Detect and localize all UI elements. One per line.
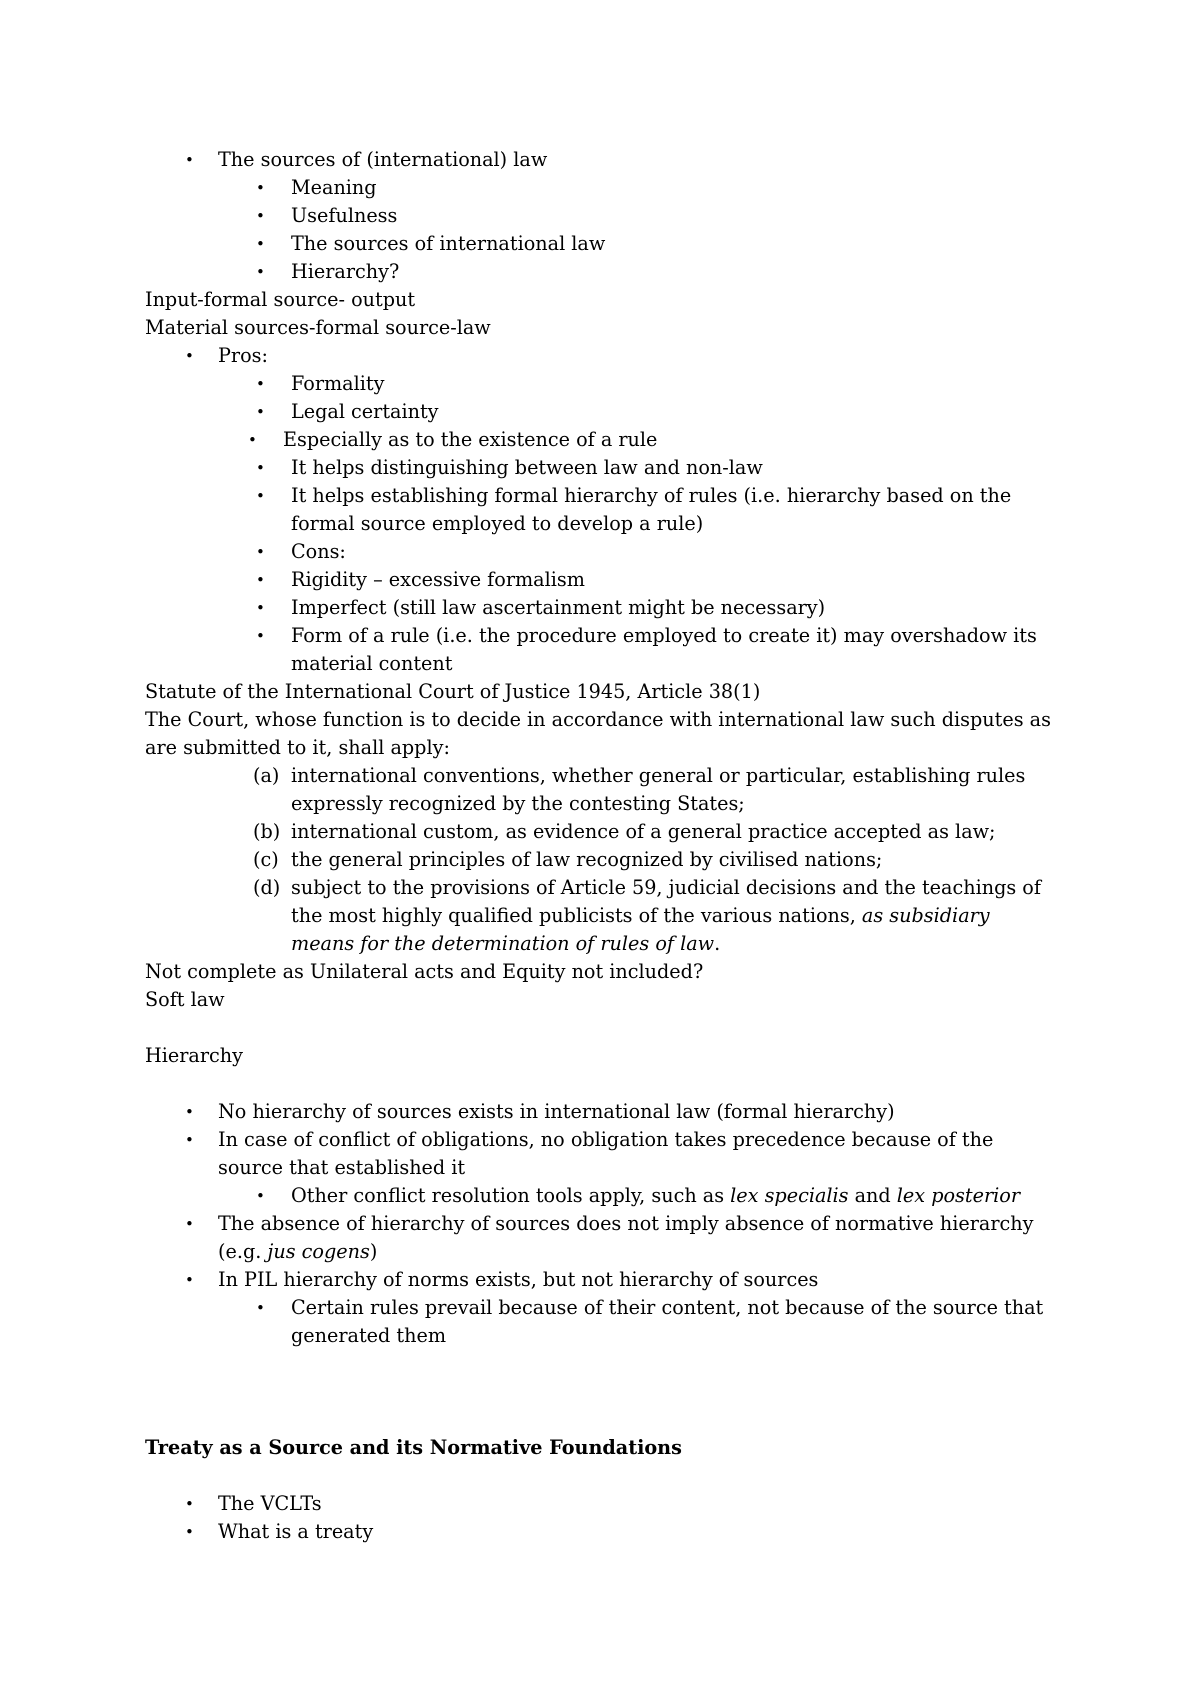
bullet: • [256, 263, 265, 281]
text-run: (e.g. [218, 1240, 268, 1263]
italic-run: jus cogens [267, 1240, 370, 1263]
paragraph: are submitted to it, shall apply: [145, 736, 450, 759]
list-item [291, 1182, 1020, 1210]
enum-item-continuation [291, 902, 990, 930]
bullet: • [256, 207, 265, 225]
list-item: Pros: [218, 344, 268, 367]
list-item: Formality [291, 372, 385, 395]
enum-label: (a) [253, 764, 280, 787]
bullet: • [256, 179, 265, 197]
enum-label: (d) [253, 876, 281, 899]
bullet: • [185, 1103, 194, 1121]
enum-item: the general principles of law recognized by civilised nations; [291, 848, 883, 871]
bullet: • [256, 627, 265, 645]
paragraph: Soft law [145, 988, 225, 1011]
list-item: Especially as to the existence of a rule [283, 428, 658, 451]
list-item: Legal certainty [291, 400, 439, 423]
list-item: The absence of hierarchy of sources does not imply absence of normative hierarchy [218, 1212, 1034, 1235]
bullet: • [256, 599, 265, 617]
paragraph: Input-formal source- output [145, 288, 416, 311]
list-item: Meaning [291, 176, 377, 199]
statute-title: Statute of the International Court of Justice 1945, Article 38(1) [145, 680, 761, 703]
list-item: Form of a rule (i.e. the procedure employed to create it) may overshadow its [291, 624, 1037, 647]
list-item: It helps establishing formal hierarchy of rules (i.e. hierarchy based on the [291, 484, 1012, 507]
bullet: • [256, 543, 265, 561]
enum-item: international custom, as evidence of a general practice accepted as law; [291, 820, 996, 843]
list-item-continuation: generated them [291, 1324, 447, 1347]
list-item: In case of conflict of obligations, no obligation takes precedence because of the [218, 1128, 994, 1151]
enum-item: subject to the provisions of Article 59, judicial decisions and the teachings of [291, 876, 1041, 899]
enum-item-continuation: expressly recognized by the contesting States; [291, 792, 745, 815]
list-item: No hierarchy of sources exists in international law (formal hierarchy) [218, 1100, 895, 1123]
bullet: • [256, 459, 265, 477]
bullet: • [185, 347, 194, 365]
enum-label: (c) [253, 848, 279, 871]
italic-run: lex posterior [896, 1184, 1020, 1207]
bullet: • [185, 1271, 194, 1289]
list-item-continuation: formal source employed to develop a rule) [291, 512, 704, 535]
bullet: • [185, 1131, 194, 1149]
italic-run: lex specialis [730, 1184, 849, 1207]
bullet: • [256, 487, 265, 505]
list-item: Cons: [291, 540, 346, 563]
bullet: • [256, 571, 265, 589]
bullet: • [185, 1495, 194, 1513]
bullet: • [256, 235, 265, 253]
text-run: Other conflict resolution tools apply, such as [291, 1184, 731, 1207]
list-item: Rigidity – excessive formalism [291, 568, 585, 591]
italic-run: means for the determination of rules of law [291, 932, 715, 955]
bullet: • [256, 1187, 265, 1205]
list-item: The sources of international law [291, 232, 606, 255]
bullet: • [185, 1215, 194, 1233]
list-item: Certain rules prevail because of their content, not because of the source that [291, 1296, 1044, 1319]
list-item: What is a treaty [218, 1520, 374, 1543]
enum-item-continuation [291, 930, 720, 958]
paragraph: Not complete as Unilateral acts and Equity not included? [145, 960, 704, 983]
text-run: and [848, 1184, 897, 1207]
paragraph: Material sources-formal source-law [145, 316, 491, 339]
enum-item: international conventions, whether general or particular, establishing rules [291, 764, 1026, 787]
list-item: Imperfect (still law ascertainment might be necessary) [291, 596, 826, 619]
bullet: • [185, 151, 194, 169]
list-item: It helps distinguishing between law and non-law [291, 456, 763, 479]
section-title: Hierarchy [145, 1044, 243, 1067]
list-item: The VCLTs [218, 1492, 322, 1515]
list-item-continuation: source that established it [218, 1156, 466, 1179]
bullet: • [256, 403, 265, 421]
list-item: Hierarchy? [291, 260, 400, 283]
bullet: • [185, 1523, 194, 1541]
list-item: Usefulness [291, 204, 398, 227]
bullet: • [256, 375, 265, 393]
list-item: The sources of (international) law [218, 148, 548, 171]
text-run: the most highly qualified publicists of the various nations, [291, 904, 862, 927]
enum-label: (b) [253, 820, 281, 843]
bullet: • [248, 431, 257, 449]
text-run: . [714, 932, 721, 955]
text-run: ) [369, 1240, 378, 1263]
list-item: In PIL hierarchy of norms exists, but not hierarchy of sources [218, 1268, 819, 1291]
list-item-continuation: material content [291, 652, 453, 675]
section-heading: Treaty as a Source and its Normative Foundations [145, 1436, 682, 1459]
italic-run: as subsidiary [861, 904, 990, 927]
bullet: • [256, 1299, 265, 1317]
list-item-continuation [218, 1238, 377, 1266]
paragraph: The Court, whose function is to decide in accordance with international law such disputes as [145, 708, 1051, 731]
